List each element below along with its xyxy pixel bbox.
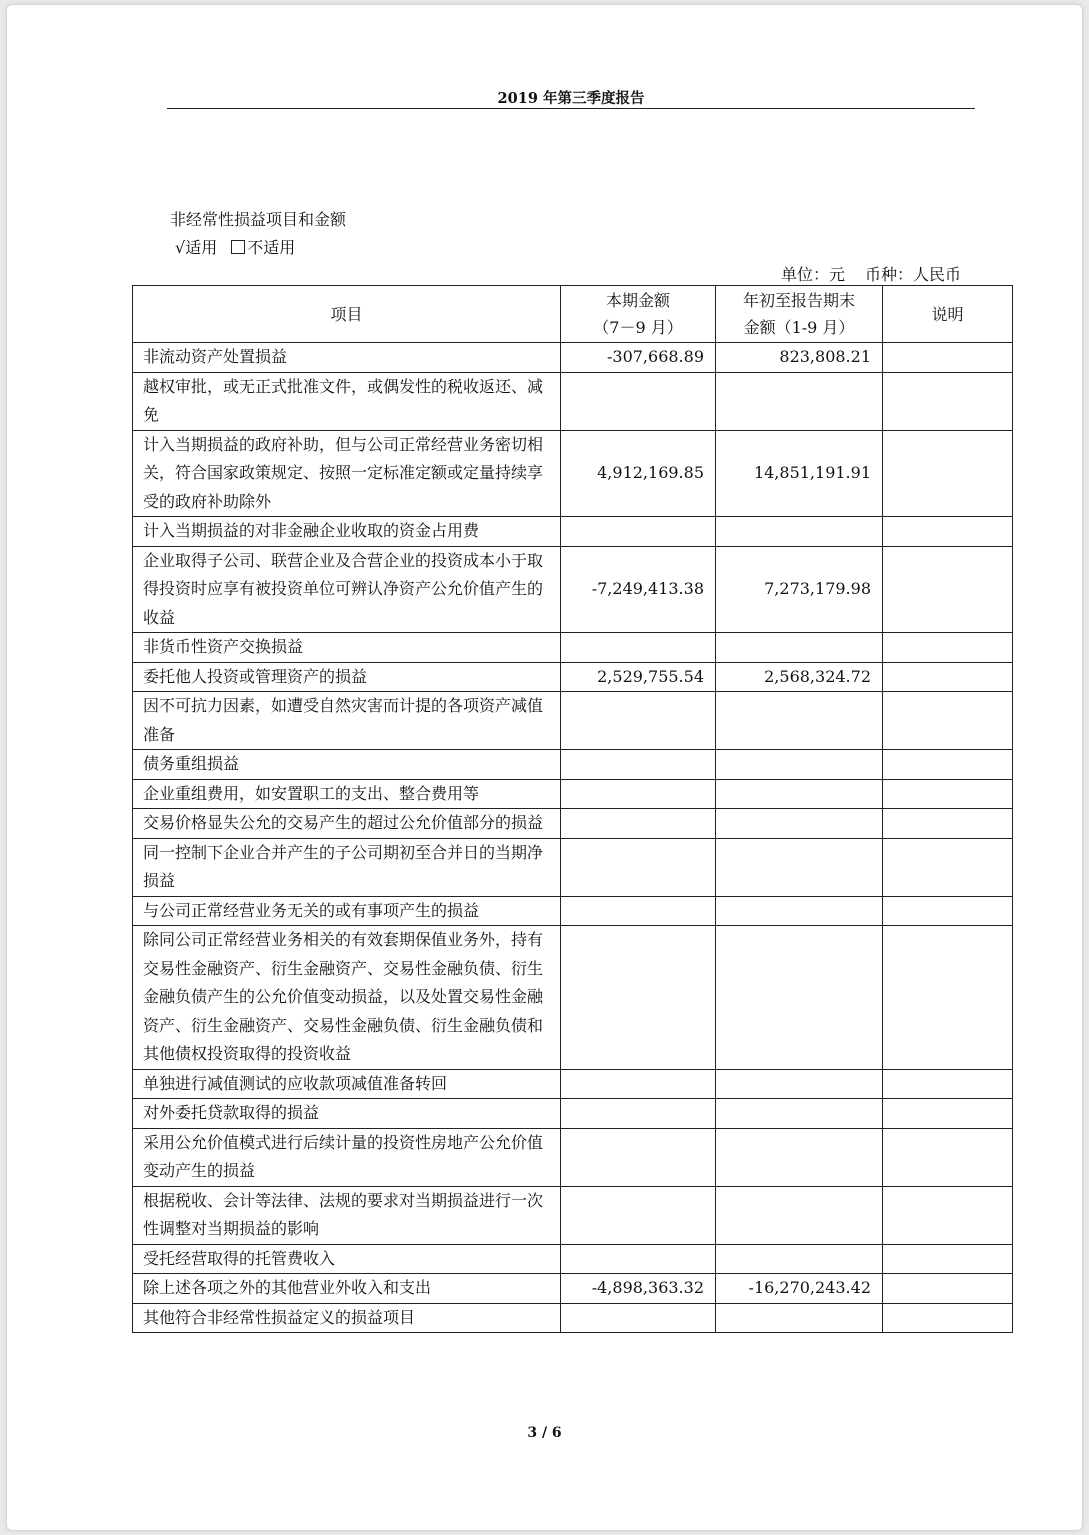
non-recurring-gains-table (132, 285, 1013, 1333)
table-row (133, 517, 1013, 547)
row-year-to-date-cell (716, 896, 883, 926)
row-note-cell (883, 1128, 1013, 1186)
row-item-cell: 企业取得子公司、联营企业及合营企业的投资成本小于取得投资时应享有被投资单位可辨认净资产公允价值产生的收益 (133, 546, 561, 633)
row-item-cell: 计入当期损益的对非金融企业收取的资金占用费 (133, 517, 561, 547)
row-item-cell: 单独进行减值测试的应收款项减值准备转回 (133, 1069, 561, 1099)
row-note-cell (883, 546, 1013, 633)
table-row (133, 1099, 1013, 1129)
row-current-period-cell (561, 1244, 716, 1274)
table-row (133, 1186, 1013, 1244)
row-year-to-date-cell: 2,568,324.72 (716, 662, 883, 692)
row-current-period-cell (561, 1069, 716, 1099)
row-item-cell: 非货币性资产交换损益 (133, 633, 561, 663)
row-current-period-cell (561, 779, 716, 809)
row-year-to-date-cell: 7,273,179.98 (716, 546, 883, 633)
table-row (133, 750, 1013, 780)
row-year-to-date-cell: 14,851,191.91 (716, 430, 883, 517)
row-note-cell (883, 1099, 1013, 1129)
row-year-to-date-cell (716, 926, 883, 1070)
row-current-period-cell: 2,529,755.54 (561, 662, 716, 692)
row-note-cell (883, 343, 1013, 373)
row-current-period-cell (561, 1099, 716, 1129)
unchecked-box-icon (231, 240, 245, 254)
row-year-to-date-cell (716, 838, 883, 896)
column-header-year-to-date: 年初至报告期末 金额（1-9 月） (716, 286, 883, 343)
row-current-period-cell: -7,249,413.38 (561, 546, 716, 633)
row-year-to-date-cell (716, 1099, 883, 1129)
row-current-period-cell (561, 517, 716, 547)
row-current-period-cell (561, 633, 716, 663)
table-row (133, 809, 1013, 839)
row-current-period-cell: 4,912,169.85 (561, 430, 716, 517)
row-current-period-cell (561, 750, 716, 780)
row-year-to-date-cell (716, 372, 883, 430)
row-year-to-date-cell (716, 779, 883, 809)
table-row (133, 926, 1013, 1070)
table-row (133, 1069, 1013, 1099)
page-number: 3 / 6 (527, 1425, 562, 1441)
row-item-cell: 企业重组费用，如安置职工的支出、整合费用等 (133, 779, 561, 809)
row-current-period-cell (561, 372, 716, 430)
column-header-item: 项目 (133, 286, 561, 343)
currency-label: 币种：人民币 (864, 265, 961, 284)
row-note-cell (883, 662, 1013, 692)
row-item-cell: 委托他人投资或管理资产的损益 (133, 662, 561, 692)
row-item-cell: 计入当期损益的政府补助，但与公司正常经营业务密切相关，符合国家政策规定、按照一定标准定额或定量持续享受的政府补助除外 (133, 430, 561, 517)
row-note-cell (883, 809, 1013, 839)
row-year-to-date-cell (716, 633, 883, 663)
row-item-cell: 债务重组损益 (133, 750, 561, 780)
row-year-to-date-cell (716, 1244, 883, 1274)
row-item-cell: 与公司正常经营业务无关的或有事项产生的损益 (133, 896, 561, 926)
row-note-cell (883, 1303, 1013, 1333)
row-current-period-cell (561, 1186, 716, 1244)
row-year-to-date-cell (716, 517, 883, 547)
row-year-to-date-cell (716, 1186, 883, 1244)
row-note-cell (883, 430, 1013, 517)
report-header: 2019 年第三季度报告 (497, 90, 645, 107)
unit-label: 单位：元 (780, 265, 845, 284)
row-item-cell: 根据税收、会计等法律、法规的要求对当期损益进行一次性调整对当期损益的影响 (133, 1186, 561, 1244)
row-current-period-cell (561, 1303, 716, 1333)
row-year-to-date-cell: 823,808.21 (716, 343, 883, 373)
table-row (133, 633, 1013, 663)
row-year-to-date-cell (716, 750, 883, 780)
row-note-cell (883, 896, 1013, 926)
row-note-cell (883, 633, 1013, 663)
row-item-cell: 交易价格显失公允的交易产生的超过公允价值部分的损益 (133, 809, 561, 839)
row-year-to-date-cell (716, 809, 883, 839)
row-item-cell: 除上述各项之外的其他营业外收入和支出 (133, 1274, 561, 1304)
table-row (133, 343, 1013, 373)
table-body (133, 343, 1013, 1333)
unit-currency-line (761, 262, 961, 285)
row-current-period-cell (561, 926, 716, 1070)
header-divider (167, 108, 975, 109)
table-row (133, 1244, 1013, 1274)
row-item-cell: 其他符合非经常性损益定义的损益项目 (133, 1303, 561, 1333)
row-note-cell (883, 1274, 1013, 1304)
row-note-cell (883, 1069, 1013, 1099)
row-item-cell: 因不可抗力因素，如遭受自然灾害而计提的各项资产减值准备 (133, 692, 561, 750)
applicable-checked-label: √适用 (175, 238, 218, 257)
row-note-cell (883, 838, 1013, 896)
table-row (133, 838, 1013, 896)
table-row (133, 430, 1013, 517)
table-row (133, 1303, 1013, 1333)
row-note-cell (883, 750, 1013, 780)
row-year-to-date-cell (716, 692, 883, 750)
table-row (133, 546, 1013, 633)
row-item-cell: 采用公允价值模式进行后续计量的投资性房地产公允价值变动产生的损益 (133, 1128, 561, 1186)
row-year-to-date-cell: -16,270,243.42 (716, 1274, 883, 1304)
not-applicable-label: 不适用 (247, 238, 296, 257)
row-note-cell (883, 1186, 1013, 1244)
row-note-cell (883, 926, 1013, 1070)
row-item-cell: 非流动资产处置损益 (133, 343, 561, 373)
row-item-cell: 受托经营取得的托管费收入 (133, 1244, 561, 1274)
table-row (133, 1274, 1013, 1304)
table-header-row (133, 286, 1013, 343)
row-current-period-cell (561, 896, 716, 926)
applicability-options (175, 235, 295, 258)
column-header-current-period: 本期金额 （7－9 月） (561, 286, 716, 343)
table-row (133, 692, 1013, 750)
row-current-period-cell (561, 809, 716, 839)
row-current-period-cell (561, 838, 716, 896)
row-current-period-cell (561, 692, 716, 750)
table-row (133, 1128, 1013, 1186)
row-current-period-cell (561, 1128, 716, 1186)
table-row (133, 779, 1013, 809)
row-item-cell: 对外委托贷款取得的损益 (133, 1099, 561, 1129)
row-year-to-date-cell (716, 1128, 883, 1186)
row-item-cell: 同一控制下企业合并产生的子公司期初至合并日的当期净损益 (133, 838, 561, 896)
row-item-cell: 除同公司正常经营业务相关的有效套期保值业务外，持有交易性金融资产、衍生金融资产、交易性金融负债、衍生金融负债产生的公允价值变动损益，以及处置交易性金融资产、衍生金融资产、交易性金融负债、衍生金融负债和其他债权投资取得的投资收益 (133, 926, 561, 1070)
section-title: 非经常性损益项目和金额 (170, 210, 347, 229)
table-row (133, 372, 1013, 430)
row-year-to-date-cell (716, 1069, 883, 1099)
document-page (6, 4, 1083, 1531)
table-row (133, 662, 1013, 692)
row-note-cell (883, 779, 1013, 809)
row-note-cell (883, 1244, 1013, 1274)
table-row (133, 896, 1013, 926)
row-current-period-cell: -307,668.89 (561, 343, 716, 373)
row-note-cell (883, 372, 1013, 430)
row-note-cell (883, 517, 1013, 547)
row-year-to-date-cell (716, 1303, 883, 1333)
row-current-period-cell: -4,898,363.32 (561, 1274, 716, 1304)
column-header-note: 说明 (883, 286, 1013, 343)
row-item-cell: 越权审批，或无正式批准文件，或偶发性的税收返还、减免 (133, 372, 561, 430)
row-note-cell (883, 692, 1013, 750)
